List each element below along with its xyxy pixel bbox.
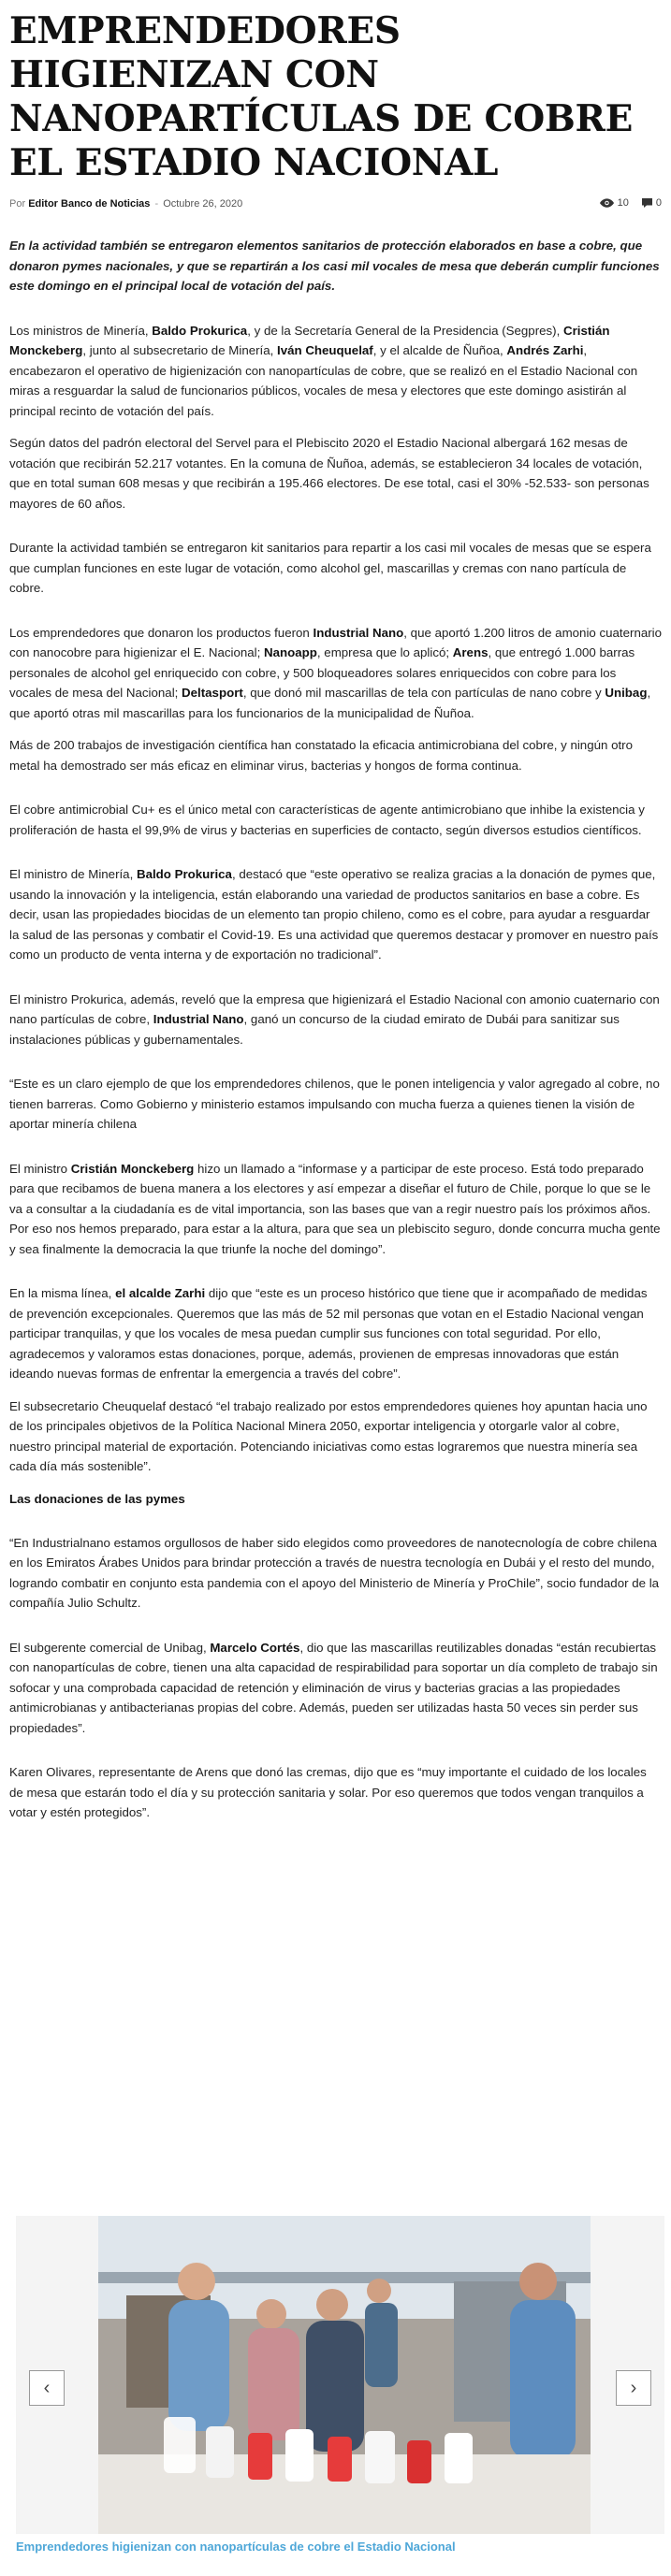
paragraph: El ministro Cristián Monckeberg hizo un llamado a “informase y a participar de este proceso. Está todo preparado para que recibamos de buena manera a los electores y así empezar a diseñar el futuro de Chile, porque lo que se le va a consultar a la ciudadanía es de vital importancia, son las bases que van a regir nuestro país los próximos años. Por eso nos hemos preparado, para estar a la altura, para que sea un plebiscito seguro, donde concurra mucha gente y sea finalmente la democracia la que triunfe la noche del domingo”. <box>9 1161 661 1256</box>
article-stats <box>600 197 662 209</box>
article-lead: En la actividad también se entregaron elementos sanitarios de protección elaborados en base a cobre, que donaron pymes nacionales, y que se repartirán a los casi mil vocales de mesa que deberán cumplir funciones este domingo en el principal local de votación del país. <box>9 239 660 293</box>
byline <box>9 198 242 210</box>
paragraph: El cobre antimicrobial Cu+ es el único metal con características de agente antimicrobiano que inhibe la existencia y proliferación de hasta el 99,9% de virus y bacterias en superficies de contacto, según diversos estudios científicos. <box>9 803 645 837</box>
article-body <box>9 236 662 1823</box>
photo-illustration <box>98 2216 591 2534</box>
paragraph: Según datos del padrón electoral del Servel para el Plebiscito 2020 el Estadio Nacional albergará 162 mesas de votación que recibirán 52.217 votantes. En la comuna de Ñuñoa, además, se establecieron 34 locales de votación, que en total suman 608 mesas y que recibirán a 195.466 electores. De ese total, casi el 30% -52.533- son personas mayores de 60 años. <box>9 436 649 511</box>
gallery-prev-button[interactable]: ‹ <box>29 2370 65 2406</box>
meta-separator: - <box>154 198 159 210</box>
publish-date: Octubre 26, 2020 <box>163 198 243 210</box>
paragraph: El subsecretario Cheuquelaf destacó “el trabajo realizado por estos emprendedores quienes hoy apuntan hacia uno de los principales objetivos de la Política Nacional Minera 2050, exportar inteligencia y otorgarle valor al cobre, nuestro principal material de exportación. Potenciando iniciativas como estas lograremos que nuestra minería sea cada día más sostenible”. <box>9 1398 648 1473</box>
view-count: 10 <box>617 197 629 209</box>
paragraph: El ministro de Minería, Baldo Prokurica, destacó que “este operativo se realiza gracias a la donación de pymes que, usando la innovación y la inteligencia, están elaborando una variedad de productos sanitarios en base a cobre. Es decir, usan las propiedades biocidas de un elemento tan propio chileno, como es el cobre, para ayudar a resguardar la salud de las personas y combatir el Covid-19. Es una actividad que queremos destacar y promover en nuestro país como un producto de venta interna y de exportación no tradicional”. <box>9 867 659 962</box>
gallery-next-button[interactable]: › <box>616 2370 651 2406</box>
paragraph: Más de 200 trabajos de investigación científica han constatado la eficacia antimicrobiana del cobre, y ningún otro metal ha demostrado ser más eficaz en eliminar virus, bacterias y hongos de forma continua. <box>9 738 633 773</box>
paragraph: El ministro Prokurica, además, reveló que la empresa que higienizará el Estadio Nacional con amonio cuaternario con nano partículas de cobre, Industrial Nano, ganó un concurso de la ciudad emirato de Dubái para sanitizar sus instalaciones públicas y gubernamentales. <box>9 991 660 1047</box>
section-subheading: Las donaciones de las pymes <box>9 1491 185 1506</box>
article-title: EMPRENDEDORES HIGIENIZAN CON NANOPARTÍCULAS DE COBRE EL ESTADIO NACIONAL <box>9 9 634 184</box>
gallery-caption: Emprendedores higienizan con nanopartículas de cobre el Estadio Nacional <box>16 2540 456 2554</box>
author-link[interactable]: Editor Banco de Noticias <box>28 198 151 210</box>
paragraph: Karen Olivares, representante de Arens que donó las cremas, dijo que es “muy importante el cuidado de los locales de mesa que estarán todo el día y su protección sanitaria y solar. Por eso queremos que todos vengan tranquilos a votar y estén protegidos”. <box>9 1765 647 1819</box>
gallery-photo[interactable] <box>98 2216 591 2534</box>
paragraph: Los ministros de Minería, Baldo Prokurica, y de la Secretaría General de la Presidencia (Segpres), Cristián Monckeberg, junto al subsecretario de Minería, Iván Cheuquelaf, y el alcalde de Ñuñoa, Andrés Zarhi, encabezaron el operativo de higienización con nanopartículas de cobre, que se realizó en el Estadio Nacional con miras a resguardar la salud de funcionarios públicos, vocales de mesa y electores que este domingo asistirán al principal recinto de votación del país. <box>9 323 638 418</box>
comment-icon[interactable] <box>642 198 652 208</box>
paragraph: Durante la actividad también se entregaron kit sanitarios para repartir a los casi mil vocales de mesas que se espera que cumplan funciones en este lugar de votación, como alcohol gel, mascarillas y cremas con nano partícula de cobre. <box>9 541 651 595</box>
article-meta <box>9 195 662 213</box>
image-gallery <box>16 2216 664 2534</box>
paragraph: En la misma línea, el alcalde Zarhi dijo que “este es un proceso histórico que tiene que ir acompañado de medidas de prevención excepcionales. Queremos que las más de 52 mil personas que votan en el Estadio Nacional vengan participar tranquilas, y que los vocales de mesa puedan cumplir sus funciones con total seguridad. Por ello, agradecemos y valoramos estas donaciones, porque, además, provienen de empresas innovadoras que están ideando nuevas formas de enfrentar la emergencia a través del cobre”. <box>9 1286 648 1381</box>
paragraph: “Este es un claro ejemplo de que los emprendedores chilenos, que le ponen inteligencia y valor agregado al cobre, no tienen barreras. Como Gobierno y ministerio estamos impulsando con mucha fuerza a quienes tienen la visión de aportar minería chilena <box>9 1077 660 1131</box>
paragraph: “En Industrialnano estamos orgullosos de haber sido elegidos como proveedores de nanotecnología de cobre chilena en los Emiratos Árabes Unidos para brindar protección a través de nuestra tecnología en Dubái y el resto del mundo, logrando combatir en conjunto esta pandemia con el apoyo del Ministerio de Minería y ProChile”, socio fundador de la compañía Julio Schultz. <box>9 1535 660 1610</box>
byline-prefix: Por <box>9 198 26 210</box>
eye-icon <box>600 198 614 208</box>
comment-count[interactable]: 0 <box>655 197 662 209</box>
paragraph: El subgerente comercial de Unibag, Marcelo Cortés, dio que las mascarillas reutilizables donadas “están recubiertas con nanopartículas de cobre, tienen una alta capacidad de respirabilidad para soportar un día completo de trabajo sin sofocar y una comprobada capacidad de retención y eliminación de virus y bacterias gracias a las propiedades antimicrobianas y antibacterianas propias del cobre. Además, pueden ser utilizadas hasta 50 veces sin perder sus propiedades”. <box>9 1640 658 1735</box>
paragraph: Los emprendedores que donaron los productos fueron Industrial Nano, que aportó 1.200 litros de amonio cuaternario con nanocobre para higienizar el E. Nacional; Nanoapp, empresa que lo aplicó; Arens, que entregó 1.000 barras personales de alcohol gel enriquecido con cobre, y 500 bloqueadores solares enriquecidos con cobre para los vocales de mesa del Nacional; Deltasport, que donó mil mascarillas de tela con partículas de nano cobre y Unibag, que aportó otras mil mascarillas para los funcionarios de la municipalidad de Ñuñoa. <box>9 625 663 720</box>
